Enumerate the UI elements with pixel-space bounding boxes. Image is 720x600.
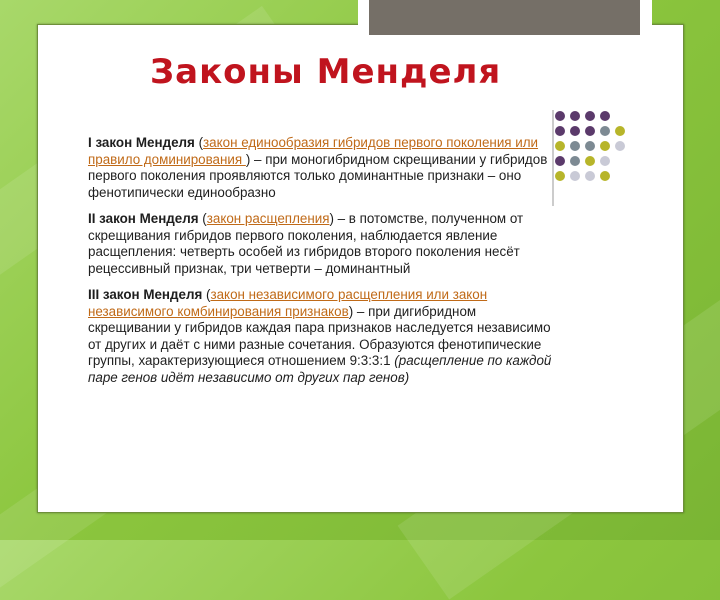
law-2-name: II закон Менделя [88, 211, 199, 226]
law-1 [88, 135, 558, 201]
law-3 [88, 287, 558, 386]
law-1-open: ( [194, 135, 204, 150]
law-1-link[interactable]: закон единообразия гибридов первого поколения или правило доминирования [88, 135, 539, 167]
law-2-open: ( [198, 211, 207, 226]
law-1-text: ) – при моногибридном скрещивании у гибридов первого поколения проявляются только доминантные признаки – оно фенотипически единообразно [88, 151, 548, 200]
law-3-text: ) – при дигибридном скрещивании у гибридов каждая пара признаков наследуется независимо от других и даёт с ними разные сочетания. Образуются фенотипические группы, характеризующиеся отношением 9:3:3:1 [88, 303, 551, 368]
law-1-name: I закон Менделя [88, 135, 195, 150]
law-2-text: ) – в потомстве, полученном от скрещивания гибридов первого поколения, наблюдается явление расщепления: четверть особей из гибридов второго поколения несёт рецессивный признак, три четверти – доминантный [88, 211, 524, 276]
laws-list [88, 135, 558, 396]
law-3-link[interactable]: закон независимого расщепления или закон независимого комбинирования признаков [88, 287, 488, 319]
law-3-name: III закон Менделя [88, 287, 203, 302]
law-2 [88, 211, 558, 277]
header-tab-band [369, 0, 640, 35]
law-3-open: ( [202, 287, 211, 302]
slide-title: Законы Менделя [150, 52, 502, 92]
law-2-link[interactable]: закон расщепления [206, 211, 330, 226]
law-3-note: (расщепление по каждой паре генов идёт независимо от других пар генов) [88, 353, 552, 385]
